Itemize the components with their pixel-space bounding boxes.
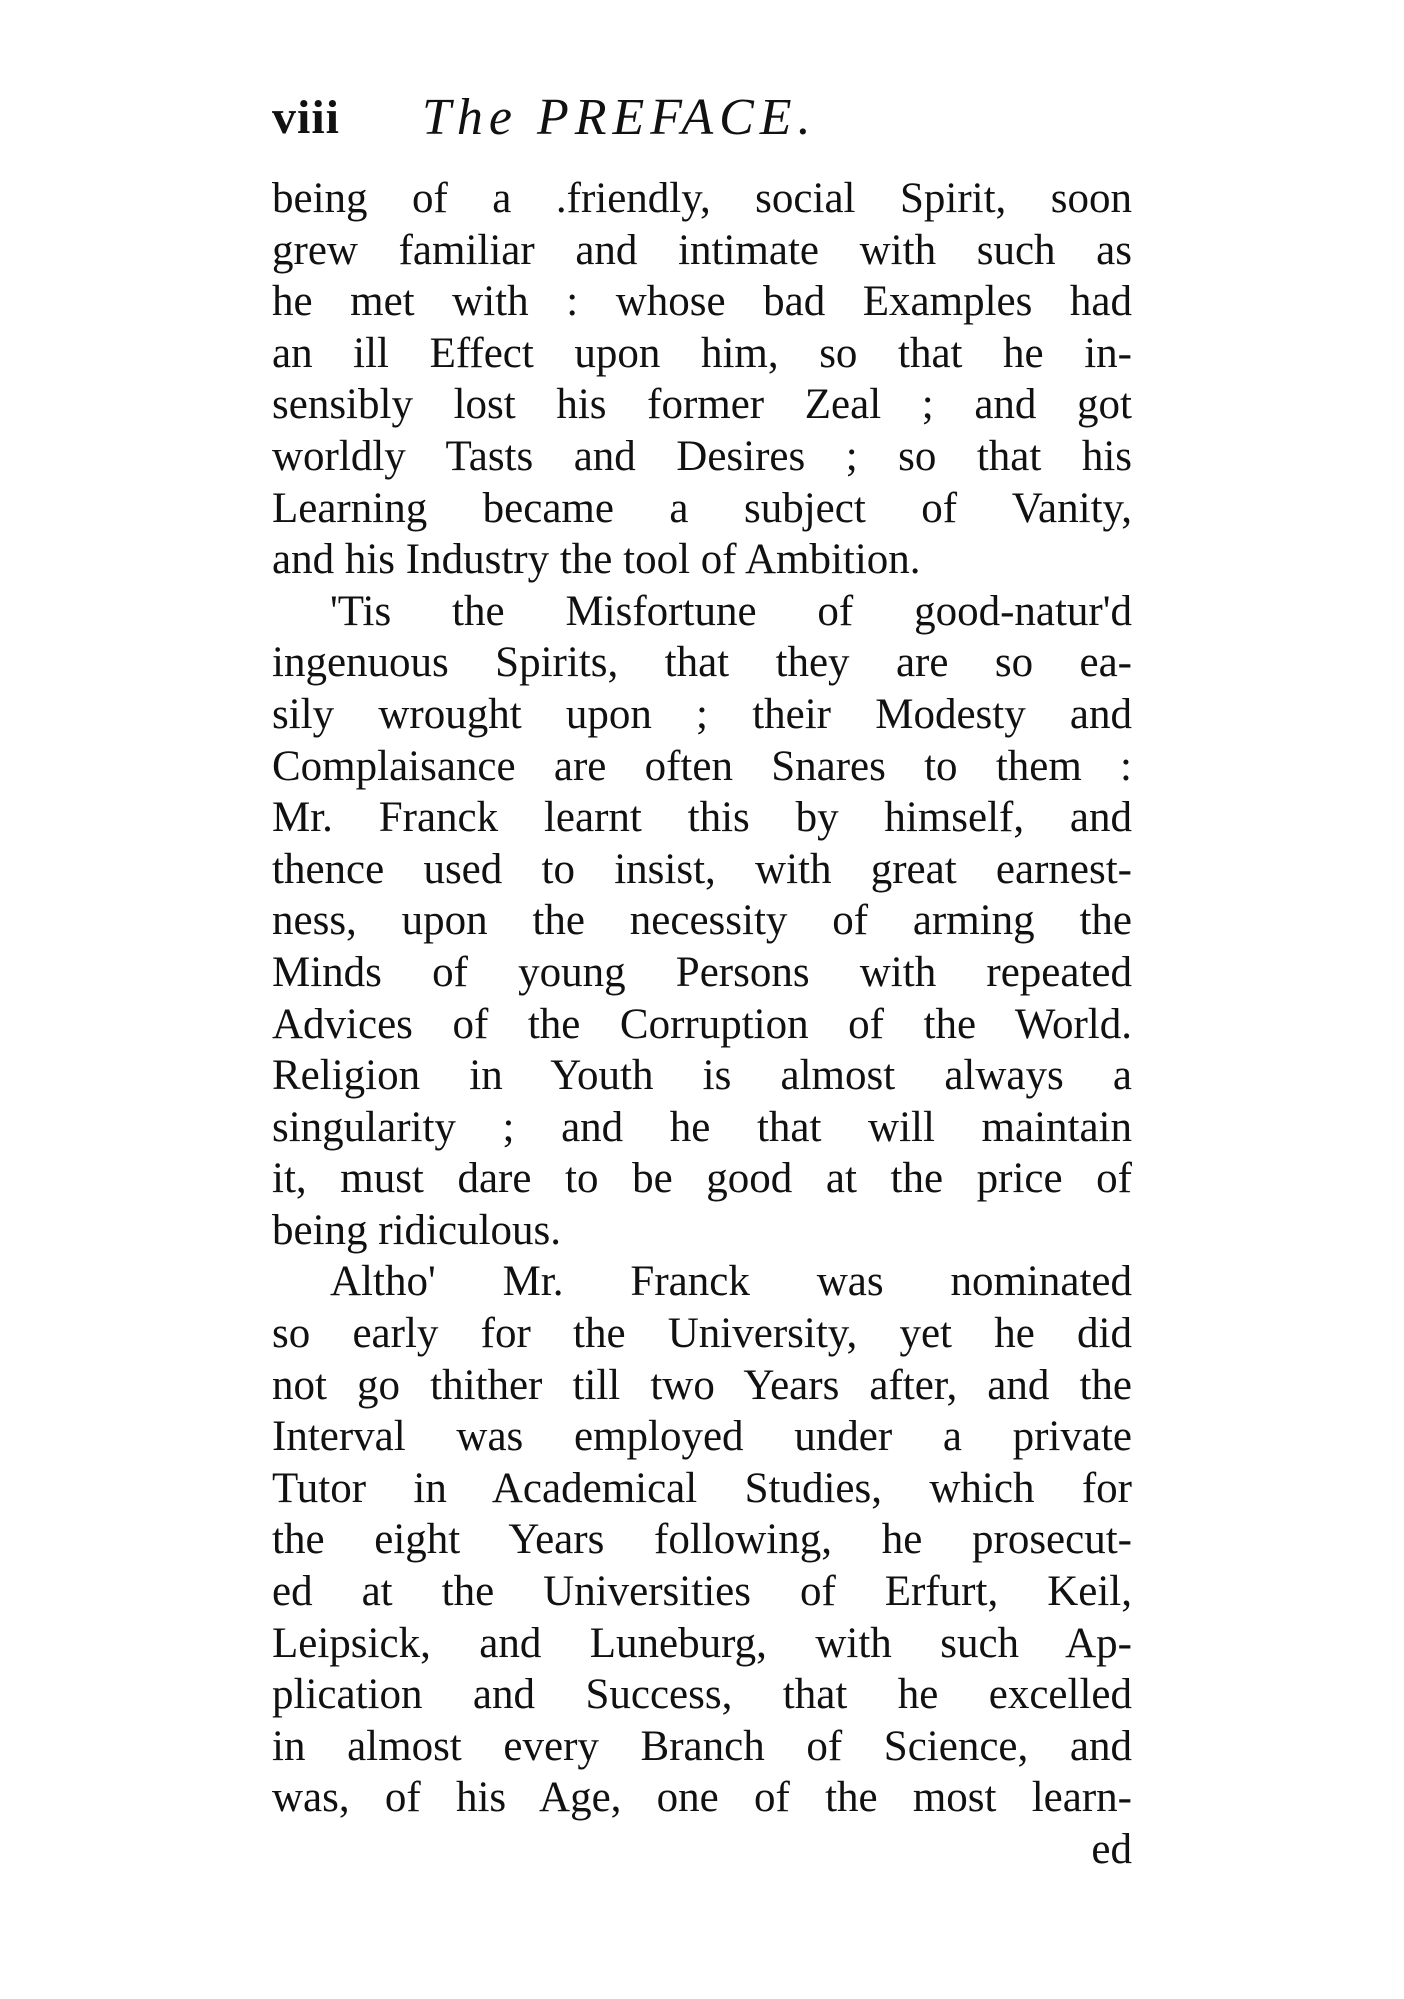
text-line: sily wrought upon ; their Modesty and: [272, 690, 1132, 738]
text-line: Complaisance are often Snares to them :: [272, 742, 1132, 790]
text-line: ness, upon the necessity of arming the: [272, 897, 1132, 945]
text-line: being of a .friendly, social Spirit, soon: [272, 175, 1132, 222]
text-line: singularity ; and he that will maintain: [272, 1103, 1132, 1151]
text-line: Religion in Youth is almost always a: [272, 1052, 1132, 1100]
text-line: grew familiar and intimate with such as: [272, 226, 1132, 274]
text-line: Learning became a subject of Vanity,: [272, 484, 1132, 532]
text-line: sensibly lost his former Zeal ; and got: [272, 381, 1132, 429]
text-line: ed at the Universities of Erfurt, Keil,: [272, 1568, 1132, 1616]
text-line: he met with : whose bad Examples had: [272, 278, 1132, 326]
text-line: worldly Tasts and Desires ; so that his: [272, 432, 1132, 480]
running-head: The PREFACE.: [422, 89, 817, 146]
text-line: the eight Years following, he prosecut-: [272, 1516, 1132, 1564]
text-line: an ill Effect upon him, so that he in-: [272, 329, 1132, 377]
paragraph-start-line: 'Tis the Misfortune of good-natur'd: [330, 587, 1132, 635]
text-line: it, must dare to be good at the price of: [272, 1155, 1132, 1203]
text-line: Mr. Franck learnt this by himself, and: [272, 794, 1132, 842]
text-line: Minds of young Persons with repeated: [272, 948, 1132, 996]
text-line: not go thither till two Years after, and the: [272, 1361, 1132, 1409]
text-line: and his Industry the tool of Ambition.: [272, 536, 921, 584]
text-line: ingenuous Spirits, that they are so ea-: [272, 639, 1132, 687]
catchword: ed: [1091, 1826, 1132, 1873]
body-text: [272, 173, 1132, 1876]
text-line: in almost every Branch of Science, and: [272, 1722, 1132, 1770]
paragraph-start-line: Altho' Mr. Franck was nominated: [330, 1258, 1132, 1306]
text-line: was, of his Age, one of the most learn-: [272, 1774, 1132, 1822]
text-line: Advices of the Corruption of the World.: [272, 1000, 1132, 1048]
text-line: Tutor in Academical Studies, which for: [272, 1464, 1132, 1512]
page-header: [272, 90, 1132, 170]
page-number: viii: [272, 91, 341, 144]
text-line: plication and Success, that he excelled: [272, 1671, 1132, 1719]
text-line: Interval was employed under a private: [272, 1413, 1132, 1461]
text-line: so early for the University, yet he did: [272, 1310, 1132, 1358]
text-line: being ridiculous.: [272, 1206, 562, 1254]
text-line: thence used to insist, with great earnest-: [272, 845, 1132, 893]
text-line: Leipsick, and Luneburg, with such Ap-: [272, 1619, 1132, 1667]
